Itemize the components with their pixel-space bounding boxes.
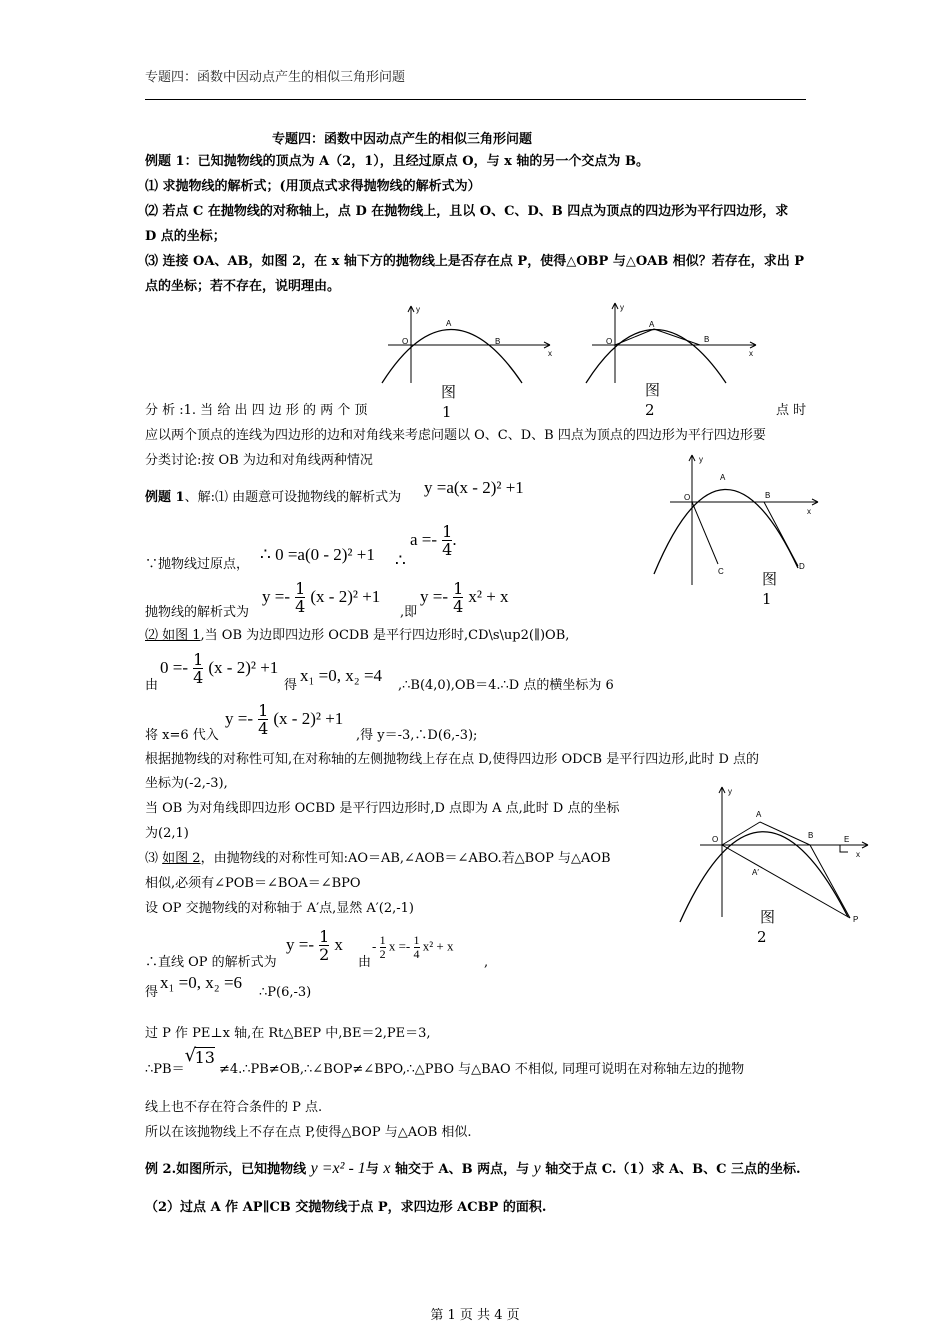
point-b-text: ,∴B(4,0),OB＝4.∴D 点的横坐标为 6 bbox=[398, 678, 614, 693]
parabola-expression-text: 抛物线的解析式为 bbox=[145, 605, 250, 620]
fraction-denominator: 4 bbox=[453, 597, 464, 616]
analysis-line1-tail: 点 时 bbox=[776, 403, 807, 418]
fig2-caption-b: 2 bbox=[645, 401, 655, 419]
solution-intro-text: 、解:⑴ 由题意可设抛物线的解析式为 bbox=[184, 490, 402, 505]
pb-length-line bbox=[145, 1045, 745, 1079]
fig1-b-label: B bbox=[495, 337, 501, 346]
formula-a-left: a =- bbox=[410, 530, 438, 549]
example1-q3-line1: ⑶ 连接 OA、AB，如图 2，在 x 轴下方的抛物线上是否存在点 P，使得△OBP 与△OAB 相似？若存在，求出 P bbox=[145, 254, 805, 269]
fraction-one-quarter bbox=[453, 580, 463, 615]
fig2-b-label: B bbox=[704, 335, 710, 344]
symmetry-text: 根据抛物线的对称性可知,在对称轴的左侧抛物线上存在点 D,使得四边形 ODCB 是平行四边形,此时 D 点的 bbox=[145, 752, 760, 767]
example2-q1: 轴交于点 C.（1）求 A、B、C 三点的坐标. bbox=[545, 1162, 801, 1177]
formula-intersection: - $\frac{1}{2}$ x =- $\frac{1}{4}$ x² + x bbox=[372, 933, 454, 961]
from-text: 由 bbox=[145, 678, 159, 693]
example2-formula: y =x² - 1 bbox=[310, 1160, 366, 1177]
formula-standard-pre: y =- bbox=[420, 587, 448, 606]
formula-roots: x₁ =0, x₂ =4 bbox=[300, 666, 383, 685]
fig4-b-label: B bbox=[808, 831, 814, 840]
fraction-one-quarter bbox=[258, 702, 268, 737]
formula-vertex-pre: y =- bbox=[262, 587, 290, 606]
fig3-caption-a: 图 bbox=[762, 570, 778, 588]
figure-solution-1 bbox=[650, 450, 820, 590]
final-conclusion: 所以在该抛物线上不存在点 P,使得△BOP 与△AOB 相似. bbox=[145, 1125, 472, 1140]
formula-a-prefix: ∴ bbox=[395, 551, 406, 570]
fig2-x-label: x bbox=[749, 349, 753, 358]
formula-line-op bbox=[286, 928, 343, 963]
analysis-line3: 分类讨论:按 OB 为边和对角线两种情况 bbox=[145, 453, 373, 468]
diagonal-case-coord: 为(2,1) bbox=[145, 826, 189, 841]
fig4-a-label: A bbox=[756, 810, 762, 819]
part3-intro bbox=[145, 850, 611, 868]
fig3-o-label: O bbox=[684, 493, 691, 502]
formula-zero-pre: 0 =- bbox=[160, 658, 188, 677]
perpendicular-text: 过 P 作 PE⊥x 轴,在 Rt△BEP 中,BE＝2,PE＝3, bbox=[145, 1026, 431, 1041]
formula-a-tail: . bbox=[452, 530, 457, 549]
sqrt-13: √ 13 bbox=[184, 1045, 215, 1067]
part2-figure-ref: ⑵ 如图 1 bbox=[145, 628, 201, 643]
similarity-condition: 相似,必须有∠POB＝∠BOA＝∠BPO bbox=[145, 876, 361, 891]
fig4-o-label: O bbox=[712, 835, 719, 844]
example2-y-var: y bbox=[533, 1160, 541, 1177]
formula-parabola-standard bbox=[420, 580, 509, 615]
from-text-2: 由 bbox=[358, 955, 372, 970]
symmetry-coord: 坐标为(-2,-3), bbox=[145, 776, 228, 791]
left-side-text: 线上也不存在符合条件的 P 点. bbox=[145, 1100, 323, 1115]
example1-q1: ⑴ 求抛物线的解析式；(用顶点式求得抛物线的解析式为） bbox=[145, 179, 481, 194]
fraction-one-half: $\frac{1}{2}$ bbox=[319, 927, 330, 964]
formula-op-post: x bbox=[334, 935, 343, 954]
formula-sub-pre: y =- bbox=[225, 709, 253, 728]
formula-vertex-form: y =a(x - 2)² +1 bbox=[424, 478, 524, 497]
formula-roots-2: x₁ =0, x₂ =6 bbox=[160, 973, 243, 992]
formula-zero-eq bbox=[160, 651, 278, 686]
point-d-result: ,得 y＝-3,∴D(6,-3); bbox=[356, 728, 478, 743]
get-text: 得 bbox=[284, 678, 298, 693]
fig2-a-label: A bbox=[649, 320, 655, 329]
diagonal-case-text: 当 OB 为对角线即四边形 OCBD 是平行四边形时,D 点即为 A 点,此时 D 点的坐标 bbox=[145, 801, 620, 816]
example2-line1 bbox=[145, 1160, 800, 1179]
solution-intro bbox=[145, 489, 401, 507]
fig2-y-label: y bbox=[620, 303, 624, 312]
fraction-denominator: 4 bbox=[442, 540, 453, 559]
fig3-a-label: A bbox=[720, 473, 726, 482]
fraction-denominator: 4 bbox=[193, 668, 204, 687]
fraction-one-quarter bbox=[295, 580, 305, 615]
fig4-x-label: x bbox=[856, 850, 860, 859]
figure-2-parabola bbox=[582, 298, 762, 388]
fig4-y-label: y bbox=[728, 787, 732, 796]
part3-intro-text: ，由抛物线的对称性可知:AO＝AB,∠AOB＝∠ABO.若△BOP 与△AOB bbox=[200, 851, 611, 866]
fig1-caption-b: 1 bbox=[442, 403, 452, 421]
pb-conclusion: ≠4.∴PB≠OB,∴∠BOP≠∠BPO,∴△PBO 与△BAO 不相似, 同理可说明在对称轴左边的抛物 bbox=[218, 1062, 745, 1077]
formula-origin-substitute: ∴ 0 =a(0 - 2)² +1 bbox=[260, 545, 375, 564]
example2-intro: 例 2.如图所示，已知抛物线 bbox=[145, 1162, 307, 1177]
part2-intro-text: ,当 OB 为边即四边形 OCDB 是平行四边形时,CD\s\up2(∥)OB, bbox=[200, 628, 570, 643]
formula-a-value bbox=[410, 523, 457, 558]
page-footer: 第 1 页 共 4 页 bbox=[430, 1308, 520, 1323]
example1-q2-line2: D 点的坐标； bbox=[145, 229, 226, 244]
fig3-c-label: C bbox=[718, 567, 724, 576]
fig1-caption-a: 图 bbox=[441, 383, 457, 401]
fig4-e-label: E bbox=[844, 835, 850, 844]
fig2-caption-a: 图 bbox=[645, 381, 661, 399]
line-op-text: ∴直线 OP 的解析式为 bbox=[145, 955, 277, 970]
fig3-x-label: x bbox=[807, 507, 811, 516]
fraction-denominator: 4 bbox=[258, 719, 269, 738]
comma: , bbox=[484, 955, 489, 970]
fig4-a-prime-label: A′ bbox=[752, 868, 759, 877]
example1-q2-line1: ⑵ 若点 C 在抛物线的对称轴上，点 D 在抛物线上，且以 O、C、D、B 四点为顶点的四边形为平行四边形，求 bbox=[145, 204, 789, 219]
formula-standard-post: x² + x bbox=[468, 587, 509, 606]
part3-marker: ⑶ bbox=[145, 851, 159, 866]
fraction-denominator: 4 bbox=[295, 597, 306, 616]
formula-zero-post: (x - 2)² +1 bbox=[208, 658, 279, 677]
origin-condition-text: ∵抛物线过原点， bbox=[145, 557, 250, 572]
fig1-y-label: y bbox=[416, 305, 420, 314]
analysis-line1: 分 析 :1. 当 给 出 四 边 形 的 两 个 顶 bbox=[145, 403, 368, 418]
pb-prefix: ∴PB＝ bbox=[145, 1062, 185, 1077]
fraction-numerator: 1 bbox=[258, 701, 269, 720]
formula-sub-post: (x - 2)² +1 bbox=[273, 709, 344, 728]
fig3-d-label: D bbox=[799, 562, 805, 571]
fig3-y-label: y bbox=[699, 455, 703, 464]
example1-q3-line2: 点的坐标；若不存在，说明理由。 bbox=[145, 279, 341, 294]
example2-x-var: x bbox=[383, 1160, 391, 1177]
fig1-o-label: O bbox=[402, 337, 409, 346]
document-title: 专题四：函数中因动点产生的相似三角形问题 bbox=[272, 132, 533, 147]
fraction-numerator: 1 bbox=[453, 579, 464, 598]
substitute-x6-text: 将 x=6 代入 bbox=[145, 728, 219, 743]
fig2-o-label: O bbox=[606, 337, 613, 346]
solution-label: 例题 1 bbox=[145, 490, 185, 505]
fraction-numerator: 1 bbox=[442, 522, 453, 541]
analysis-line2: 应以两个顶点的连线为四边形的边和对角线来考虑问题以 O、C、D、B 四点为顶点的四边形为平行四边形要 bbox=[145, 428, 766, 443]
example1-stem: 例题 1：已知抛物线的顶点为 A（2，1），且经过原点 O，与 x 轴的另一个交点为 B。 bbox=[145, 154, 649, 169]
example2-mid: 轴交于 A、B 两点，与 bbox=[394, 1162, 530, 1177]
part2-intro bbox=[145, 627, 569, 645]
fig4-caption-b: 2 bbox=[757, 928, 767, 946]
fraction-numerator: 1 bbox=[295, 579, 306, 598]
page-header: 专题四：函数中因动点产生的相似三角形问题 bbox=[145, 70, 406, 85]
formula-parabola-vertex bbox=[262, 580, 380, 615]
part3-figure-ref: 如图 2 bbox=[162, 851, 201, 866]
fig3-caption-b: 1 bbox=[762, 590, 772, 608]
fig1-x-label: x bbox=[548, 349, 552, 358]
example2-with: 与 bbox=[365, 1162, 379, 1177]
header-rule bbox=[145, 99, 806, 100]
equivalently-text: ,即 bbox=[400, 605, 418, 620]
fig4-caption-a: 图 bbox=[760, 908, 776, 926]
fig3-b-label: B bbox=[765, 491, 771, 500]
formula-vertex-post: (x - 2)² +1 bbox=[310, 587, 381, 606]
formula-substitute-x6 bbox=[225, 702, 343, 737]
point-p-result: ∴P(6,-3) bbox=[259, 985, 312, 1000]
figure-1-parabola bbox=[378, 298, 558, 388]
fig4-p-label: P bbox=[853, 915, 859, 924]
fig1-a-label: A bbox=[446, 319, 452, 328]
example2-line2: （2）过点 A 作 AP∥CB 交抛物线于点 P，求四边形 ACBP 的面积. bbox=[145, 1200, 547, 1215]
sqrt-radicand: 13 bbox=[194, 1048, 215, 1067]
get-text-2: 得 bbox=[145, 985, 159, 1000]
fraction-one-quarter bbox=[442, 523, 452, 558]
fraction-one-quarter bbox=[193, 651, 203, 686]
fraction-numerator: 1 bbox=[193, 650, 204, 669]
a-prime-text: 设 OP 交抛物线的对称轴于 A′点,显然 A′(2,-1) bbox=[145, 901, 414, 916]
formula-op-pre: y =- bbox=[286, 935, 314, 954]
